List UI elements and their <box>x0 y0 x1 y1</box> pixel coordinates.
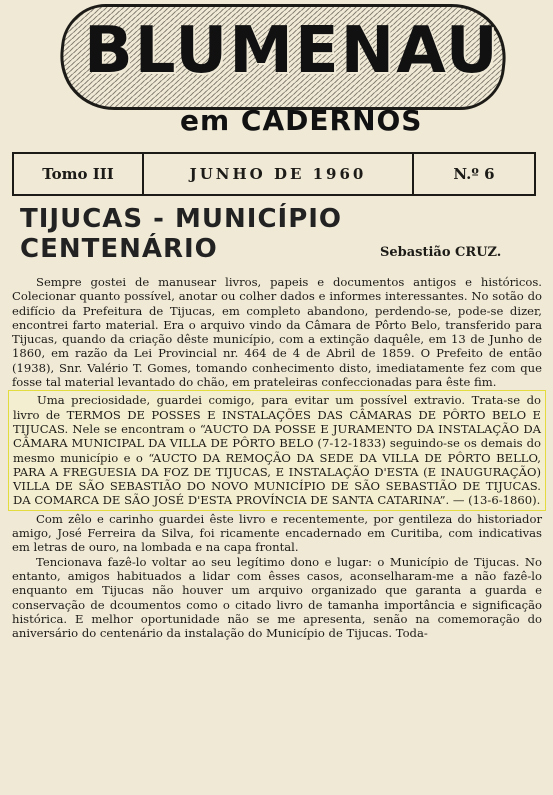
issue-date: JUNHO DE 1960 <box>189 165 367 183</box>
issue-info-bar <box>12 152 536 196</box>
paragraph: Com zêlo e carinho guardei êste livro e recentemente, por gentileza do historiador amigo, José Ferreira da Silva, foi ricamente encadernado em Curitiba, com indicativas em letras de ouro, na lombada e na capa frontal. <box>12 511 542 555</box>
logo-subtitle: em CADERNOS <box>180 104 423 137</box>
issue-number: N.º 6 <box>414 154 536 194</box>
article-author: Sebastião CRUZ. <box>380 245 502 260</box>
article-title: TIJUCAS - MUNICÍPIO CENTENÁRIO <box>20 204 343 264</box>
article-body <box>12 275 542 640</box>
issue-volume: Tomo III <box>12 154 142 194</box>
masthead-logo <box>60 4 500 144</box>
highlighted-paragraph[interactable]: Uma preciosidade, guardei comigo, para evitar um possível extravio. Trata-se do livro de TERMOS DE POSSES E INSTALAÇÕES DAS CÂMARAS DE PÔRTO BELO E TIJUCAS. Nele se encontram o “AUCTO DA POSSE E JURAMENTO DA INSTALAÇÃO DA CÂMARA MUNICIPAL DA VILLA DE PÔRTO BELO (7-12-1833) seguindo-se os demais do mesmo município e o “AUCTO DA REMOÇÃO DA SEDE DA VILLA DE PÔRTO BELLO, PARA A FREGUESIA DA FOZ DE TIJUCAS, E INSTALAÇÃO D'ESTA (E INAUGURAÇÃO) VILLA DE SÃO SEBASTIÃO DO NOVO MUNICÍPIO DE SÃO SEBASTIÃO DE TIJUCAS. DA COMARCA DE SÃO JOSÉ D'ESTA PROVÍNCIA DE SANTA CATARINA”. — (13-6-1860). <box>8 390 546 510</box>
paragraph: Sempre gostei de manusear livros, papeis e documentos antigos e históricos. Colecionar quanto possível, anotar ou colher dados e informes interessantes. No sotão do edifício da Prefeitura de Tijucas, em completo abandono, perdendo-se, pode-se dizer, encontrei farto material. Era o arquivo vindo da Câmara de Pôrto Belo, transferido para Tijucas, quando da criação dêste município, com a extinção daquêle, em 13 de Junho de 1860, em razão da Lei Provincial nr. 464 de 4 de Abril de 1859. O Prefeito de então (1938), Snr. Valério T. Gomes, tomando conhecimento disto, imediatamente fez com que fosse tal material levantado do chão, em prateleiras confeccionadas para êste fim. <box>12 275 542 390</box>
logo-title: BLUMENAU <box>84 14 500 88</box>
paragraph: Tencionava fazê-lo voltar ao seu legítimo dono e lugar: o Município de Tijucas. No entanto, amigos habituados a lidar com êsses casos, aconselharam-me a não fazê-lo enquanto em Tijucas não houver um arquivo organizado que garanta a guarda e conservação de dcoumentos como o citado livro de tamanha importância e significação histórica. E melhor oportunidade não se me apresenta, senão na comemoração do aniversário do centenário da instalação do Município de Tijucas. Toda- <box>12 554 542 641</box>
